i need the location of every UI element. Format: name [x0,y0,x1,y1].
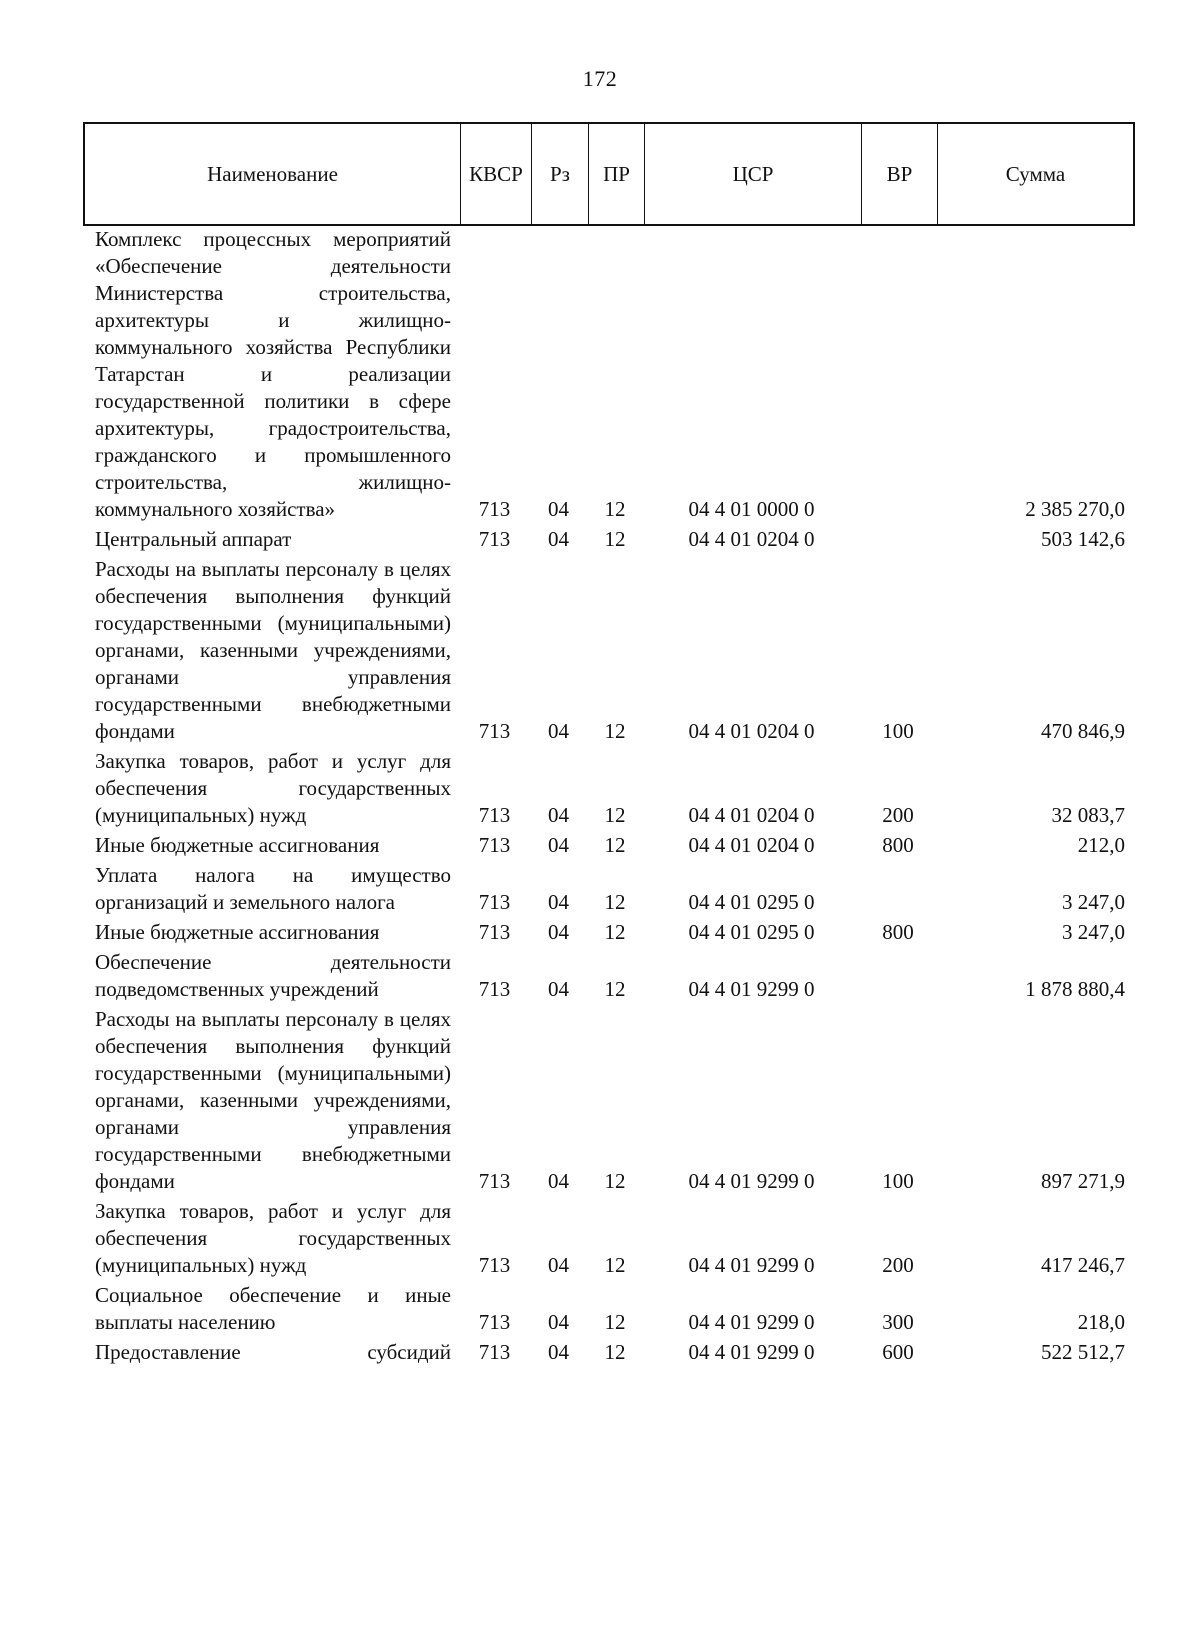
row-kvsr: 713 [478,890,511,914]
row-pr: 12 [604,920,626,944]
row-pr: 12 [604,1253,626,1277]
row-rz: 04 [548,920,569,944]
row-name: Закупка товаров, работ и услуг для обеспечения государственных (муниципальных) нужд [95,749,451,827]
row-rz: 04 [548,527,569,551]
table-row [83,748,1135,829]
row-pr: 12 [604,719,626,743]
row-rz: 04 [548,890,569,914]
row-csr: 04 4 01 0204 0 [688,527,815,551]
row-sum: 897 271,9 [1041,1169,1125,1193]
row-rz: 04 [548,1169,569,1193]
row-pr: 12 [604,977,626,1001]
row-sum: 3 247,0 [1062,920,1125,944]
row-sum: 522 512,7 [1041,1340,1125,1364]
row-csr: 04 4 01 0000 0 [688,497,815,521]
row-pr: 12 [604,1169,626,1193]
table-row [83,1006,1135,1195]
row-name: Предоставление субсидий [95,1340,451,1364]
row-sum: 1 878 880,4 [1025,977,1125,1001]
row-kvsr: 713 [478,719,511,743]
row-name: Расходы на выплаты персоналу в целях обеспечения выполнения функций государственными (муниципальными) органами, казенными учреждениями, органами управления государственными внебюджетными фондами [95,1007,451,1193]
row-kvsr: 713 [478,497,511,521]
row-csr: 04 4 01 0295 0 [688,890,815,914]
table-row [83,1198,1135,1279]
row-csr: 04 4 01 0204 0 [688,803,815,827]
row-kvsr: 713 [478,920,511,944]
row-rz: 04 [548,1340,569,1364]
table-row [83,919,1135,946]
table-header [83,122,1135,226]
row-name: Обеспечение деятельности подведомственных учреждений [95,950,451,1001]
row-csr: 04 4 01 9299 0 [688,977,815,1001]
row-name: Закупка товаров, работ и услуг для обеспечения государственных (муниципальных) нужд [95,1199,451,1277]
row-sum: 417 246,7 [1041,1253,1125,1277]
table-row [83,949,1135,1003]
row-sum: 3 247,0 [1062,890,1125,914]
row-kvsr: 713 [478,1169,511,1193]
row-name: Расходы на выплаты персоналу в целях обеспечения выполнения функций государственными (муниципальными) органами, казенными учреждениями, органами управления государственными внебюджетными фондами [95,557,451,743]
row-sum: 212,0 [1077,833,1125,857]
header-pr: ПР [589,124,645,224]
row-kvsr: 713 [478,1310,511,1334]
row-csr: 04 4 01 0204 0 [688,719,815,743]
row-vr: 200 [882,1253,914,1277]
table-row [83,1282,1135,1336]
row-vr: 800 [882,833,914,857]
row-name: Социальное обеспечение и иные выплаты населению [95,1283,451,1334]
header-csr: ЦСР [645,124,862,224]
row-rz: 04 [548,1310,569,1334]
table-row [83,832,1135,859]
row-rz: 04 [548,803,569,827]
row-rz: 04 [548,977,569,1001]
row-name: Уплата налога на имущество организаций и земельного налога [95,863,451,914]
row-csr: 04 4 01 9299 0 [688,1253,815,1277]
table-row [83,226,1135,523]
row-kvsr: 713 [478,1253,511,1277]
row-csr: 04 4 01 0204 0 [688,833,815,857]
row-vr: 800 [882,920,914,944]
row-vr: 300 [882,1310,914,1334]
row-kvsr: 713 [478,833,511,857]
row-name: Комплекс процессных мероприятий «Обеспечение деятельности Министерства строительства, архитектуры и жилищно-коммунального хозяйства Республики Татарстан и реализации государственной политики в сфере архитектуры, градостроительства, гражданского и промышленного строительства, жилищно-коммунального хозяйства» [95,227,451,521]
row-name: Центральный аппарат [95,527,292,551]
row-pr: 12 [604,1310,626,1334]
row-rz: 04 [548,833,569,857]
row-sum: 2 385 270,0 [1025,497,1125,521]
row-sum: 32 083,7 [1051,803,1125,827]
row-kvsr: 713 [478,527,511,551]
header-name: Наименование [85,124,461,224]
row-sum: 470 846,9 [1041,719,1125,743]
row-kvsr: 713 [478,977,511,1001]
table-row [83,1339,1135,1366]
header-kvsr: КВСР [461,124,532,224]
table-row [83,862,1135,916]
row-vr: 100 [882,1169,914,1193]
page-number: 172 [582,66,618,91]
row-rz: 04 [548,719,569,743]
row-pr: 12 [604,890,626,914]
row-vr: 600 [882,1340,914,1364]
row-vr: 200 [882,803,914,827]
row-csr: 04 4 01 9299 0 [688,1169,815,1193]
row-sum: 503 142,6 [1041,527,1125,551]
row-kvsr: 713 [478,1340,511,1364]
row-csr: 04 4 01 0295 0 [688,920,815,944]
row-rz: 04 [548,497,569,521]
table-row [83,556,1135,745]
header-rz: Рз [532,124,589,224]
header-vr: ВР [862,124,938,224]
row-pr: 12 [604,833,626,857]
row-sum: 218,0 [1077,1310,1125,1334]
row-rz: 04 [548,1253,569,1277]
row-pr: 12 [604,1340,626,1364]
row-pr: 12 [604,497,626,521]
row-name: Иные бюджетные ассигнования [95,920,380,944]
header-sum: Сумма [1005,161,1066,186]
row-pr: 12 [604,803,626,827]
table-row [83,526,1135,553]
row-vr: 100 [882,719,914,743]
row-pr: 12 [604,527,626,551]
row-csr: 04 4 01 9299 0 [688,1340,815,1364]
table-body [83,226,1135,1369]
row-name: Иные бюджетные ассигнования [95,833,380,857]
row-csr: 04 4 01 9299 0 [688,1310,815,1334]
row-kvsr: 713 [478,803,511,827]
